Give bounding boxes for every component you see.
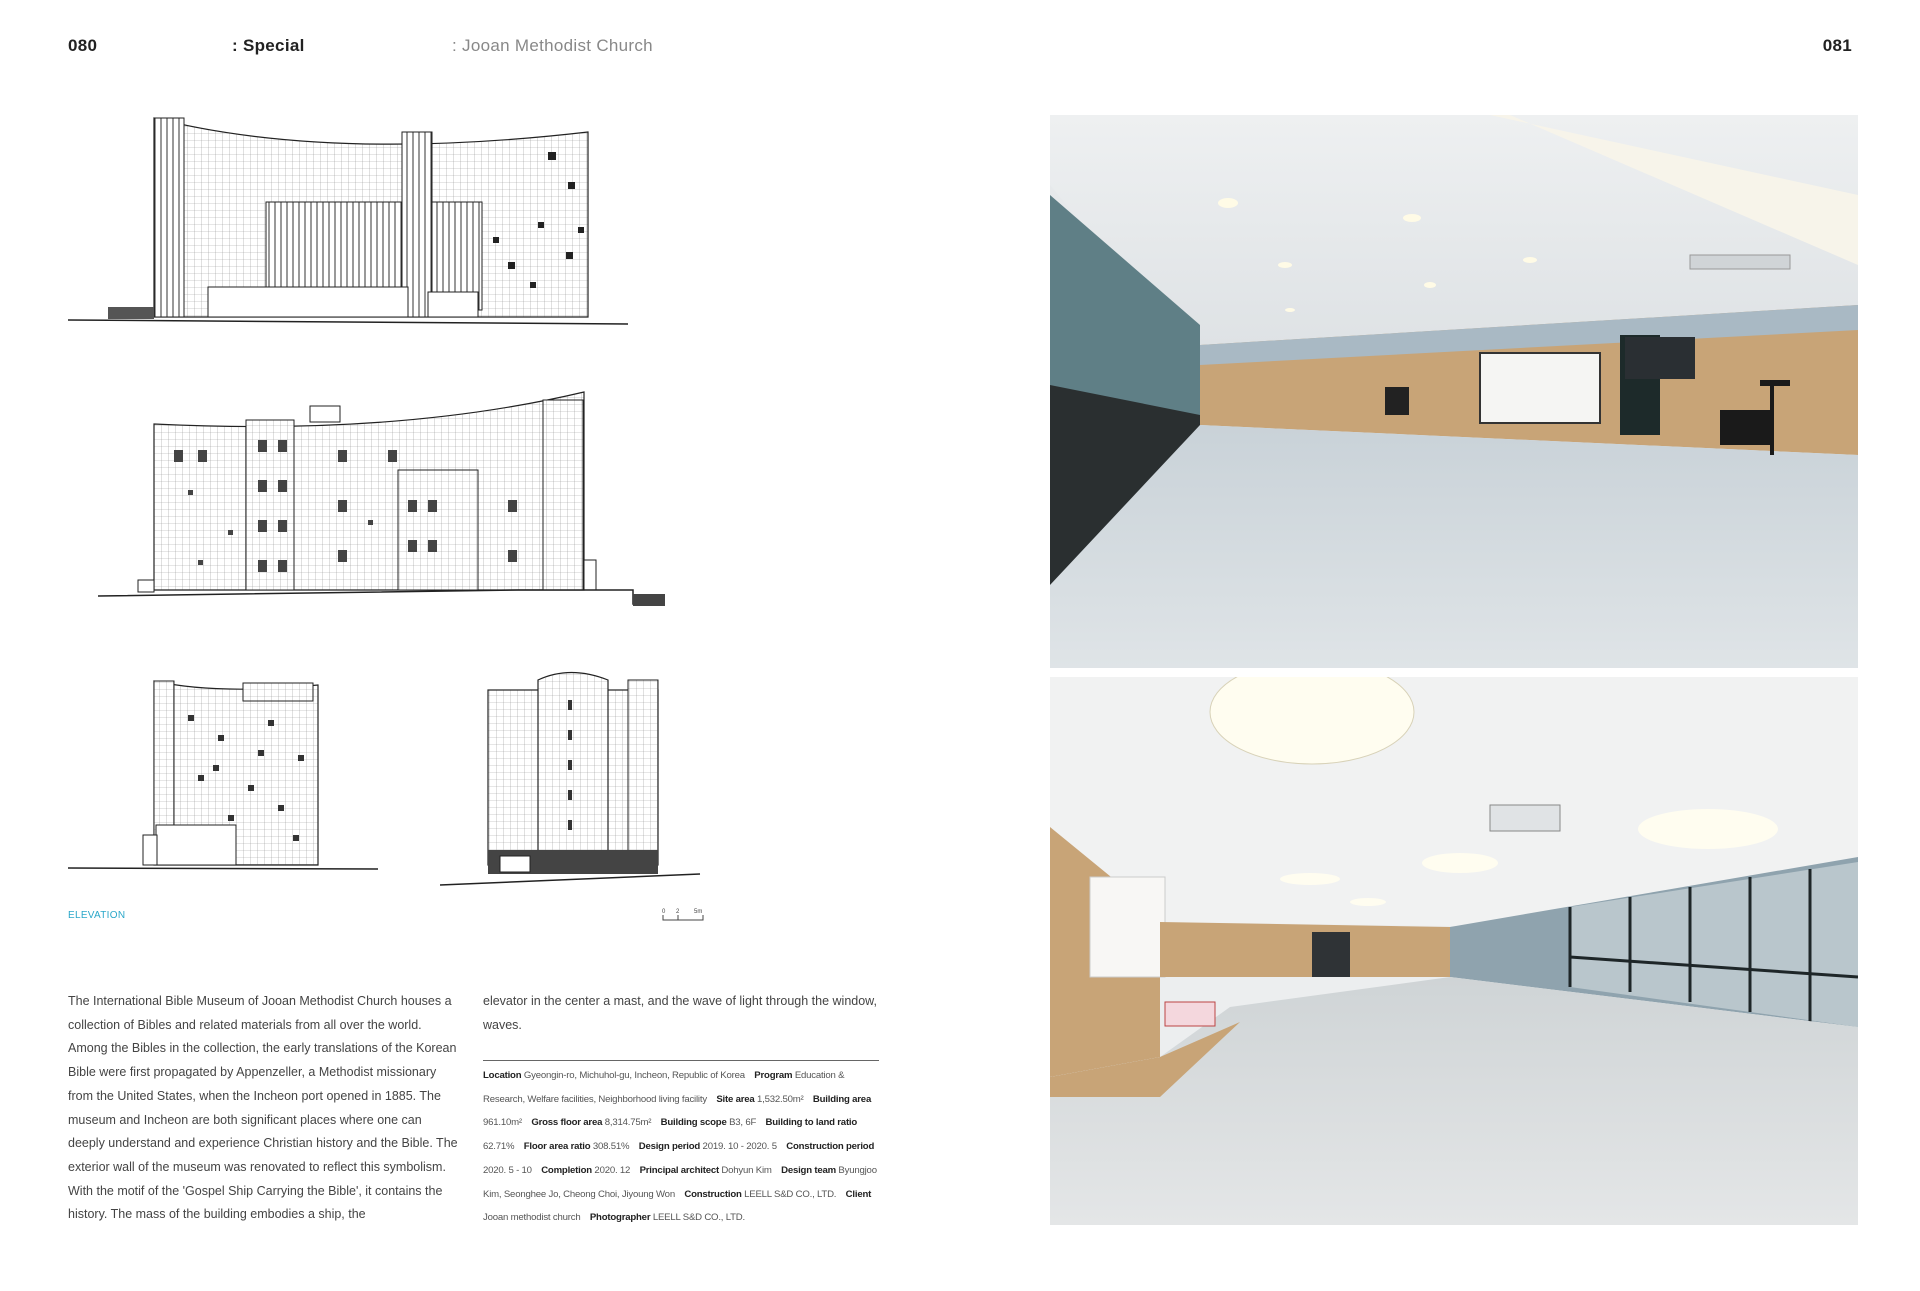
credit-label: Client xyxy=(845,1188,872,1200)
credit-value: LEELL S&D CO., LTD. xyxy=(741,1188,846,1200)
credit-value: 308.51% xyxy=(590,1141,639,1153)
credit-value: 8,314.75m² xyxy=(602,1117,661,1129)
photo-hall-stage xyxy=(1050,115,1858,668)
credit-label: Principal architect xyxy=(639,1164,719,1176)
credit-value: Byungjoo Kim, Seonghee Jo, Cheong Choi, Jiyoung Won xyxy=(483,1164,877,1200)
credit-label: Design team xyxy=(781,1164,836,1176)
credit-label: Construction xyxy=(684,1188,742,1200)
credit-value: LEELL S&D CO., LTD. xyxy=(650,1212,755,1224)
credit-label: Floor area ratio xyxy=(523,1141,591,1153)
credit-value: Dohyun Kim xyxy=(718,1164,782,1176)
credit-label: Building area xyxy=(812,1093,872,1105)
elevation-caption: ELEVATION xyxy=(68,910,126,921)
credits-divider xyxy=(483,1060,879,1061)
body-text-column-1: The International Bible Museum of Jooan Methodist Church houses a collection of Bibles and related materials from all over the world. Among the Bibles in the collection, the early translations of the Korean Bible were first propagated by Appenzeller, a Methodist missionary from the United States, when the Incheon port opened in 1885. The museum and Incheon are both significant places where one can deeply understand and experience Christian history and the Bible. The exterior wall of the museum was renovated to reflect this symbolism. With the motif of the 'Gospel Ship Carrying the Bible', it contains the history. The mass of the building embodies a ship, the xyxy=(68,994,458,1222)
credit-value: 961.10m² xyxy=(483,1117,532,1129)
elevation-drawing-front xyxy=(68,112,638,327)
scale-tick-5m: 5m xyxy=(694,909,703,915)
project-title: : Jooan Methodist Church xyxy=(452,36,653,55)
credit-value: 2019. 10 - 2020. 5 xyxy=(700,1141,787,1153)
credit-value: Education & Research, Welfare facilities, Neighborhood living facility xyxy=(483,1070,845,1105)
credit-label: Program xyxy=(754,1070,793,1081)
credit-value: 62.71% xyxy=(483,1141,524,1153)
credit-label: Location xyxy=(483,1070,522,1081)
credit-label: Site area xyxy=(716,1093,755,1105)
elevation-drawing-tower xyxy=(440,660,710,890)
photo-hall-skylights xyxy=(1050,677,1858,1225)
scale-bar xyxy=(660,906,710,924)
credit-value: B3, 6F xyxy=(726,1117,766,1129)
credit-label: Gross floor area xyxy=(531,1117,603,1129)
elevation-drawing-side xyxy=(98,390,673,612)
credit-value: 2020. 12 xyxy=(591,1164,640,1176)
credit-value: 2020. 5 - 10 xyxy=(483,1164,542,1176)
elevation-drawing-end xyxy=(68,675,386,875)
section-label: : Special xyxy=(232,36,305,55)
body-text-column-2: elevator in the center a mast, and the wave of light through the window, waves. xyxy=(483,994,877,1032)
page-number-right: 081 xyxy=(1822,36,1852,55)
project-credits xyxy=(483,1064,879,1230)
credit-label: Building to land ratio xyxy=(765,1117,858,1129)
credit-value: Gyeongin-ro, Michuhol-gu, Incheon, Republic of Korea xyxy=(521,1070,755,1081)
credit-label: Construction period xyxy=(786,1141,875,1153)
scale-tick-0: 0 xyxy=(662,909,666,915)
credit-value: 1,532.50m² xyxy=(754,1093,813,1105)
credit-label: Building scope xyxy=(660,1117,727,1129)
page-number-left: 080 xyxy=(68,36,98,55)
credit-label: Completion xyxy=(541,1164,592,1176)
credit-label: Photographer xyxy=(589,1212,651,1224)
credit-label: Design period xyxy=(638,1141,701,1153)
credit-value: Jooan methodist church xyxy=(483,1212,590,1224)
scale-tick-2: 2 xyxy=(676,909,680,915)
